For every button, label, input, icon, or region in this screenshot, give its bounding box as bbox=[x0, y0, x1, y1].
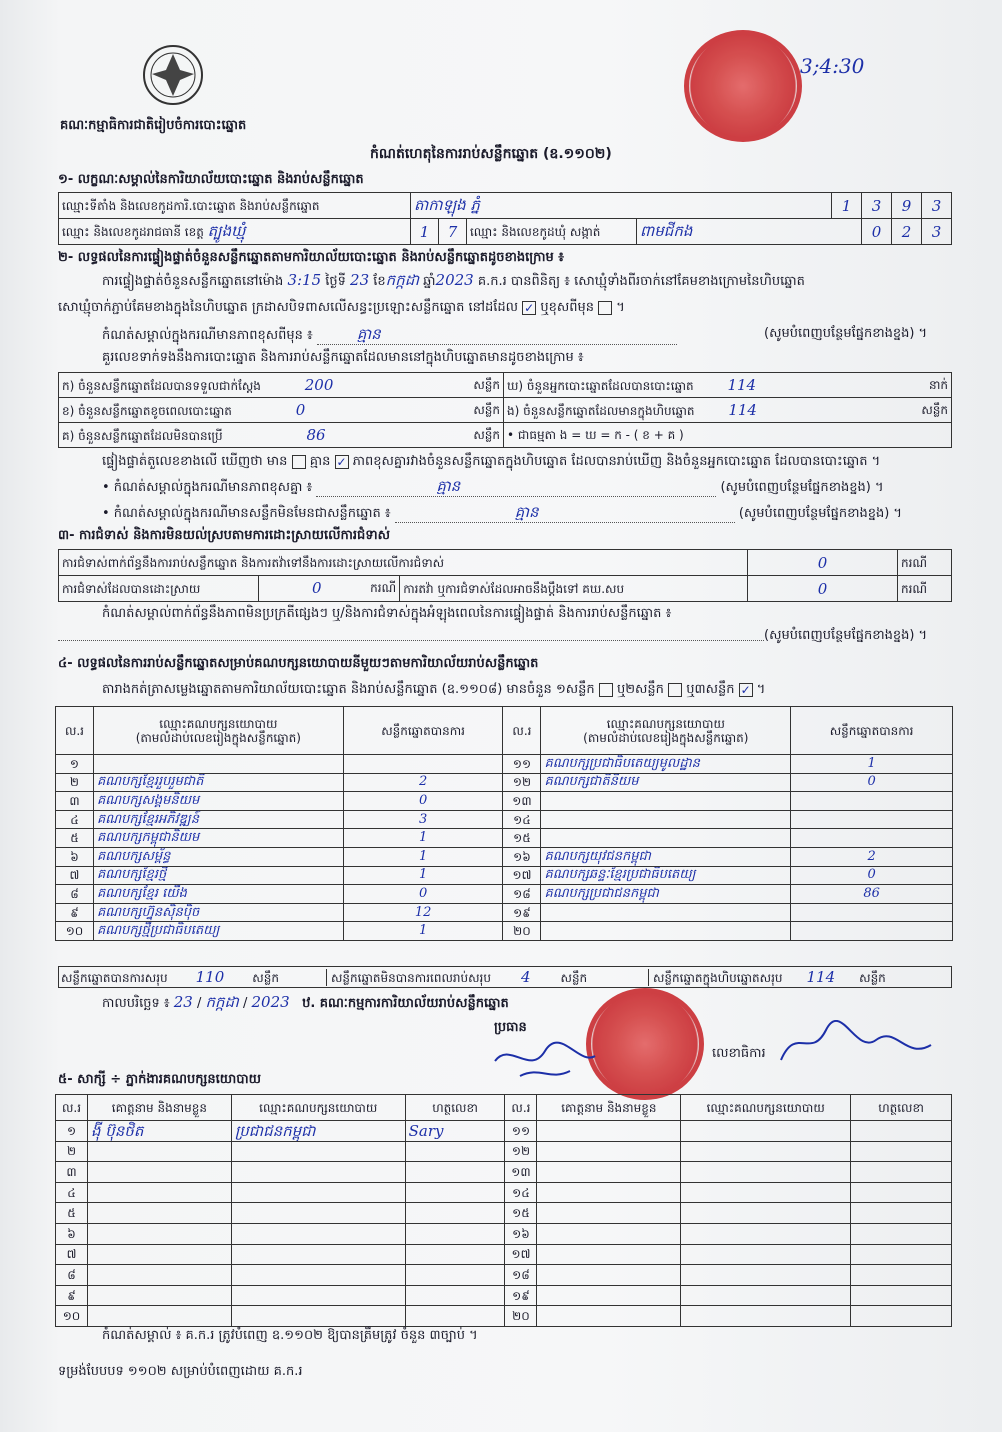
committee-stamp bbox=[586, 988, 704, 1100]
witness-row bbox=[56, 1285, 952, 1306]
copies-note: កំណត់សម្គាល់ ៖ គ.ក.រ ត្រូវបំពេញ ឧ.១១០២ ឱ្យបានត្រឹមត្រូវ ចំនួន ៣ច្បាប់ ។ bbox=[102, 1328, 478, 1343]
party-name: គណបក្សថ្មីប្រជាធិបតេយ្យ bbox=[93, 922, 343, 941]
witness-cell bbox=[87, 1244, 231, 1265]
code-digit: 9 bbox=[892, 193, 922, 219]
witness-cell: ២ bbox=[56, 1141, 88, 1162]
witness-cell bbox=[851, 1285, 952, 1306]
has-diff-checkbox[interactable] bbox=[292, 455, 306, 469]
secretary-signature bbox=[776, 1020, 936, 1080]
code-digit: 1 bbox=[832, 193, 862, 219]
vote-count: 1 bbox=[343, 922, 503, 941]
no-diff-checkbox[interactable]: ✓ bbox=[336, 454, 347, 469]
party-name: គណបក្សខ្មែរអភិវឌ្ឍន៍ bbox=[93, 810, 343, 829]
witness-cell bbox=[231, 1285, 405, 1306]
witness-cell: ១១ bbox=[505, 1121, 537, 1142]
witness-cell bbox=[405, 1285, 505, 1306]
witness-cell bbox=[537, 1203, 681, 1224]
party-name: គណបក្សប្រជាជនកម្ពុជា bbox=[541, 885, 791, 904]
same-checkbox[interactable]: ✓ bbox=[524, 300, 535, 315]
row-number: ១០ bbox=[56, 922, 94, 941]
date-line: កាលបរិច្ឆេទ ៖ 23 / កក្កដា / 2023 ឋ. គណៈកម្មការការិយាល័យរាប់សន្លឹកឆ្នោត bbox=[102, 993, 509, 1011]
witness-cell: ១៦ bbox=[505, 1223, 537, 1244]
secretary-label: លេខាធិការ bbox=[712, 1046, 766, 1061]
diff-note: • កំណត់សម្គាល់ក្នុងករណីមានភាពខុសគ្នា ៖ គ្មាន (សូមបំពេញបន្ថែមផ្នែកខាងខ្នង) ។ bbox=[102, 477, 884, 495]
vote-count bbox=[791, 922, 953, 941]
witness-cell: ៥ bbox=[56, 1203, 88, 1224]
witness-cell bbox=[537, 1285, 681, 1306]
witness-cell bbox=[231, 1141, 405, 1162]
witness-cell bbox=[851, 1121, 952, 1142]
commune-value: ពាមជីកង bbox=[640, 222, 693, 240]
party-name bbox=[93, 755, 343, 774]
party-name: គណបក្សឆន្ទៈខ្មែរប្រជាធិបតេយ្យ bbox=[541, 866, 791, 885]
witness-cell bbox=[87, 1265, 231, 1286]
witness-cell: ១៣ bbox=[505, 1162, 537, 1183]
handwritten-time: 3;4:30 bbox=[800, 54, 865, 78]
witness-cell: ៩ bbox=[56, 1285, 88, 1306]
totals-row: សន្លឹកឆ្នោតបានការសរុប 110 សន្លឹក សន្លឹកឆ្នោតមិនបានការពេលរាប់សរុប 4 សន្លឹក សន្លឹកឆ្នោតក្នុងហិបឆ្នោតសរុប 114 សន្លឹក bbox=[58, 966, 952, 988]
sheet-count: តារាងកត់ត្រាសម្លេងឆ្នោតតាមការិយាល័យបោះឆ្នោត និងរាប់សន្លឹកឆ្នោត (ឧ.១១០៨) មានចំនួន ១សន្លឹក ឬ២សន្លឹក ឬ៣សន្លឹក ✓ ។ bbox=[102, 682, 766, 697]
section3-heading: ៣- ការជំទាស់ និងការមិនយល់ស្របតាមការដោះស្រាយលើការជំទាស់ bbox=[58, 528, 390, 543]
vote-count: 0 bbox=[343, 792, 503, 811]
witness-cell: ៤ bbox=[56, 1182, 88, 1203]
vote-count: 1 bbox=[343, 866, 503, 885]
witness-cell bbox=[681, 1223, 851, 1244]
party-name bbox=[541, 792, 791, 811]
witness-cell bbox=[405, 1203, 505, 1224]
location-table bbox=[58, 192, 952, 245]
row-number: ១៤ bbox=[503, 810, 541, 829]
witness-cell bbox=[405, 1223, 505, 1244]
row-number: ១៦ bbox=[503, 847, 541, 866]
witness-cell bbox=[87, 1162, 231, 1183]
code-digit: 3 bbox=[862, 193, 892, 219]
result-row bbox=[56, 792, 953, 811]
witness-cell bbox=[537, 1121, 681, 1142]
witness-cell bbox=[87, 1182, 231, 1203]
numbers-intro: គួរលេខទាក់ទងនឹងការបោះឆ្នោត និងការរាប់សន្លឹកឆ្នោតដែលមាននៅក្នុងហិបឆ្នោតមានដូចខាងក្រោម ៖ bbox=[102, 350, 584, 365]
section2-heading: ២- លទ្ធផលនៃការផ្ទៀងផ្ទាត់ចំនួនសន្លឹកឆ្នោតតាមការិយាល័យបោះឆ្នោត និងរាប់សន្លឹកឆ្នោតដូចខាងក្រោម ៖ bbox=[58, 250, 564, 265]
commune-label: ឈ្មោះ និងលេខកូដឃុំ សង្កាត់ bbox=[467, 219, 637, 245]
row-number: ១១ bbox=[503, 755, 541, 774]
province-value: ត្បូងឃ្មុំ bbox=[207, 222, 246, 240]
party-name: គណបក្សកម្ពុជានិយម bbox=[93, 829, 343, 848]
seal-check-line: សោឃ្មុំចាក់ភ្ជាប់គែមខាងក្នុងនៃហិបឆ្នោត ក្រដាសបិទពាសលើសន្ធះប្រឡោះសន្លឹកឆ្នោត នៅដដែល ✓ ឬខុសពីមុន ។ bbox=[58, 300, 625, 315]
vote-count: 1 bbox=[343, 829, 503, 848]
witness-cell: ១៥ bbox=[505, 1203, 537, 1224]
party-name: គណបក្សខ្មែររួបរួមជាតិ bbox=[93, 773, 343, 792]
witness-row bbox=[56, 1203, 952, 1224]
vote-count bbox=[791, 792, 953, 811]
row-number: ១៨ bbox=[503, 885, 541, 904]
witness-cell bbox=[681, 1265, 851, 1286]
witness-cell bbox=[231, 1244, 405, 1265]
witness-cell bbox=[87, 1306, 231, 1327]
witness-cell bbox=[87, 1141, 231, 1162]
vote-count: 0 bbox=[791, 773, 953, 792]
witness-cell: ១០ bbox=[56, 1306, 88, 1327]
witness-cell: ៣ bbox=[56, 1162, 88, 1183]
witness-cell bbox=[231, 1306, 405, 1327]
vote-count: 0 bbox=[343, 885, 503, 904]
vote-count bbox=[343, 755, 503, 774]
witness-row bbox=[56, 1121, 952, 1142]
party-name: គណបក្សយុវជនកម្ពុជា bbox=[541, 847, 791, 866]
three-sheet-checkbox[interactable]: ✓ bbox=[740, 682, 751, 697]
witness-cell: ២០ bbox=[505, 1306, 537, 1327]
party-name: គណបក្សហ្វ៊ុនស៊ិនប៉ិច bbox=[93, 903, 343, 922]
witness-cell bbox=[537, 1182, 681, 1203]
witness-cell: ៦ bbox=[56, 1223, 88, 1244]
witness-cell: ១៧ bbox=[505, 1244, 537, 1265]
code-digit: 3 bbox=[922, 193, 952, 219]
section1-heading: ១- លក្ខណៈសម្គាល់នៃការិយាល័យបោះឆ្នោត និងរាប់សន្លឹកឆ្នោត bbox=[58, 172, 364, 187]
location-label: ឈ្មោះទីតាំង និងលេខកូដការិ.បោះឆ្នោត និងរាប់សន្លឹកឆ្នោត bbox=[59, 193, 411, 219]
witness-cell: Sary bbox=[405, 1121, 505, 1142]
president-label: ប្រធាន bbox=[494, 1020, 527, 1035]
commune-code: 3 bbox=[922, 219, 952, 245]
witness-cell bbox=[851, 1141, 952, 1162]
witness-cell bbox=[537, 1306, 681, 1327]
witness-cell bbox=[405, 1182, 505, 1203]
witness-row bbox=[56, 1265, 952, 1286]
witness-table: ល.រ គោត្តនាម និងនាមខ្លួន ឈ្មោះគណបក្សនយោបាយ ហត្ថលេខា ល.រ គោត្តនាម និងនាមខ្លួន ឈ្មោះគណបក្សនយោបាយ ហត្ថលេខា ១ ង៉ី ប៊ុនថិត ប្រជាជនកម្ពុជា Sary ១១ ២ ១២ ៣ ១៣ ៤ ១៤ ៥ ១៥ ៦ ១៦ ៧ ១៧ ៨ ១៨ ៩ ១៩ ១០ ២០ bbox=[55, 1094, 952, 1327]
result-row bbox=[56, 922, 953, 941]
witness-cell bbox=[405, 1306, 505, 1327]
row-number: ៥ bbox=[56, 829, 94, 848]
witness-cell bbox=[851, 1203, 952, 1224]
party-name: គណបក្សសង្គមនិយម bbox=[93, 792, 343, 811]
two-sheet-checkbox[interactable] bbox=[668, 683, 682, 697]
vote-count: 86 bbox=[791, 885, 953, 904]
objection-note: កំណត់សម្គាល់ពាក់ព័ន្ធនឹងភាពមិនប្រក្រតីផ្សេងៗ ឬ/និងការជំទាស់ក្នុងអំឡុងពេលនៃការផ្ទៀងផ្ទាត់ និងការរាប់សន្លឹកឆ្នោត ៖ bbox=[102, 606, 672, 621]
row-number: ៩ bbox=[56, 903, 94, 922]
vote-count: 2 bbox=[791, 847, 953, 866]
party-name: គណបក្សខ្មែរថ្មី bbox=[93, 866, 343, 885]
row-number: ១៣ bbox=[503, 792, 541, 811]
party-name bbox=[541, 922, 791, 941]
different-checkbox[interactable] bbox=[598, 301, 612, 315]
witness-cell bbox=[405, 1162, 505, 1183]
witness-cell bbox=[231, 1162, 405, 1183]
vote-count: 1 bbox=[343, 847, 503, 866]
witness-row bbox=[56, 1141, 952, 1162]
witness-cell: ១ bbox=[56, 1121, 88, 1142]
witness-cell: ១៨ bbox=[505, 1265, 537, 1286]
vote-count bbox=[791, 829, 953, 848]
vote-count bbox=[791, 903, 953, 922]
vote-count: 1 bbox=[791, 755, 953, 774]
row-number: ១២ bbox=[503, 773, 541, 792]
party-name: គណបក្សប្រជាធិបតេយ្យមូលដ្ឋាន bbox=[541, 755, 791, 774]
witness-cell bbox=[231, 1203, 405, 1224]
witness-cell bbox=[231, 1223, 405, 1244]
objection-table: ការជំទាស់ពាក់ព័ន្ធនឹងការរាប់សន្លឹកឆ្នោត និងការតវ៉ាទៅនឹងការដោះស្រាយលើការជំទាស់ 0 ករណី ការជំទាស់ដែលបានដោះស្រាយ 0 ករណី ការតវ៉ា ឬការជំទាស់ដែលអាចនឹងប្តឹងទៅ គឃ.សប 0 ករណី bbox=[58, 549, 952, 602]
row-number: ៨ bbox=[56, 885, 94, 904]
official-stamp bbox=[684, 30, 802, 142]
witness-cell: ប្រជាជនកម្ពុជា bbox=[231, 1121, 405, 1142]
witness-cell bbox=[851, 1223, 952, 1244]
witness-cell: ៧ bbox=[56, 1244, 88, 1265]
witness-cell bbox=[681, 1141, 851, 1162]
row-number: ៦ bbox=[56, 847, 94, 866]
witness-cell bbox=[681, 1244, 851, 1265]
witness-cell bbox=[851, 1162, 952, 1183]
witness-cell bbox=[231, 1182, 405, 1203]
witness-cell: ១៤ bbox=[505, 1182, 537, 1203]
result-row bbox=[56, 755, 953, 774]
witness-cell bbox=[405, 1265, 505, 1286]
vote-count: 12 bbox=[343, 903, 503, 922]
section4-heading: ៤- លទ្ធផលនៃការរាប់សន្លឹកឆ្នោតសម្រាប់គណបក្សនយោបាយនីមួយៗតាមការិយាល័យរាប់សន្លឹកឆ្នោត bbox=[58, 656, 539, 671]
commune-code: 2 bbox=[892, 219, 922, 245]
witness-row bbox=[56, 1306, 952, 1327]
row-number: ១៩ bbox=[503, 903, 541, 922]
province-code: 7 bbox=[439, 219, 467, 245]
result-row bbox=[56, 885, 953, 904]
witness-row bbox=[56, 1223, 952, 1244]
verification-line: ការផ្ទៀងផ្ទាត់ចំនួនសន្លឹកឆ្នោតនៅម៉ោង 3:15 ថ្ងៃទី 23 ខែកក្កដា ឆ្នាំ2023 គ.ក.រ បានពិនិត្យ ៖ សោឃ្មុំទាំងពីរចាក់នៅគែមខាងក្រោមនៃហិបឆ្នោត bbox=[102, 271, 805, 289]
row-number: ១៥ bbox=[503, 829, 541, 848]
witness-cell bbox=[87, 1203, 231, 1224]
party-name: គណបក្សសម្ព័ន្ធ bbox=[93, 847, 343, 866]
difference-note: កំណត់សម្គាល់ក្នុងករណីមានភាពខុសពីមុន ៖ គ្មាន bbox=[102, 326, 677, 345]
location-value: តាកាឡុង ភ្នំ bbox=[414, 196, 480, 214]
result-row bbox=[56, 847, 953, 866]
witness-row bbox=[56, 1182, 952, 1203]
vote-count: 0 bbox=[791, 866, 953, 885]
one-sheet-checkbox[interactable] bbox=[599, 683, 613, 697]
difference-check: ផ្ទៀងផ្ទាត់តួលេខខាងលើ ឃើញថា មាន គ្មាន ✓ ភាពខុសគ្នារវាងចំនួនសន្លឹកឆ្នោតក្នុងហិបឆ្នោត ដែលបានរាប់ឃើញ និងចំនួនអ្នកបោះឆ្នោត ដែលបានបោះឆ្នោត ។ bbox=[102, 454, 881, 469]
row-number: ២០ bbox=[503, 922, 541, 941]
vote-count: 2 bbox=[343, 773, 503, 792]
witness-cell bbox=[87, 1223, 231, 1244]
party-name: គណបក្សជាតិនិយម bbox=[541, 773, 791, 792]
president-signature bbox=[490, 1036, 600, 1086]
witness-cell: ៨ bbox=[56, 1265, 88, 1286]
non-ballot-note: • កំណត់សម្គាល់ក្នុងករណីមានសន្លឹកមិនមែនជាសន្លឹកឆ្នោត ៖ គ្មាន (សូមបំពេញបន្ថែមផ្នែកខាងខ្នង) ។ bbox=[102, 503, 902, 521]
witness-row bbox=[56, 1244, 952, 1265]
witness-cell bbox=[537, 1162, 681, 1183]
witness-cell bbox=[537, 1141, 681, 1162]
witness-cell bbox=[681, 1162, 851, 1183]
witness-cell bbox=[231, 1265, 405, 1286]
witness-cell bbox=[681, 1203, 851, 1224]
result-row bbox=[56, 866, 953, 885]
witness-cell bbox=[681, 1182, 851, 1203]
vote-count: 3 bbox=[343, 810, 503, 829]
witness-cell bbox=[851, 1244, 952, 1265]
witness-cell bbox=[405, 1244, 505, 1265]
witness-cell bbox=[537, 1223, 681, 1244]
witness-cell: ១២ bbox=[505, 1141, 537, 1162]
fill-hint: (សូមបំពេញបន្ថែមផ្នែកខាងខ្នង) ។ bbox=[764, 326, 928, 341]
fill-hint: (សូមបំពេញបន្ថែមផ្នែកខាងខ្នង) ។ bbox=[764, 628, 928, 643]
row-number: ១ bbox=[56, 755, 94, 774]
row-number: ១៧ bbox=[503, 866, 541, 885]
witness-cell bbox=[537, 1244, 681, 1265]
party-name bbox=[541, 829, 791, 848]
party-name bbox=[541, 903, 791, 922]
witness-cell bbox=[851, 1306, 952, 1327]
form-footer: ទម្រង់បែបបទ ១១០២ សម្រាប់បំពេញដោយ គ.ក.រ bbox=[58, 1364, 303, 1379]
vote-count bbox=[791, 810, 953, 829]
witness-cell: ១៩ bbox=[505, 1285, 537, 1306]
witness-row bbox=[56, 1162, 952, 1183]
witness-cell bbox=[537, 1265, 681, 1286]
row-number: ៣ bbox=[56, 792, 94, 811]
row-number: ៤ bbox=[56, 810, 94, 829]
result-row bbox=[56, 903, 953, 922]
section5-heading: ៥- សាក្សី ÷ ភ្នាក់ងារគណបក្សនយោបាយ bbox=[58, 1072, 261, 1087]
dotted-line bbox=[58, 640, 764, 641]
ballot-count-table: ក) ចំនួនសន្លឹកឆ្នោតដែលបានទទួលជាក់ស្តែង 200 សន្លឹក ឃ) ចំនួនអ្នកបោះឆ្នោតដែលបានបោះឆ្នោត 114 នាក់ ខ) ចំនួនសន្លឹកឆ្នោតខូចពេលបោះឆ្នោត 0 សន្លឹក ង) ចំនួនសន្លឹកឆ្នោតដែលមានក្នុងហិបឆ្នោត 114 សន្លឹក គ) ចំនួនសន្លឹកឆ្នោតដែលមិនបានប្រើ 86 សន្លឹក • ជាធម្មតា ង = ឃ = ក - ( ខ + គ ) bbox=[58, 372, 952, 448]
commune-code: 0 bbox=[862, 219, 892, 245]
row-number: ៧ bbox=[56, 866, 94, 885]
witness-cell: ង៉ី ប៊ុនថិត bbox=[87, 1121, 231, 1142]
row-number: ២ bbox=[56, 773, 94, 792]
committee-name: គណៈកម្មាធិការជាតិរៀបចំការបោះឆ្នោត bbox=[60, 118, 247, 133]
province-label: ឈ្មោះ និងលេខកូដរាជធានី ខេត្ត bbox=[62, 225, 204, 239]
party-name: គណបក្សខ្មែរ យើង bbox=[93, 885, 343, 904]
witness-cell bbox=[851, 1182, 952, 1203]
witness-cell bbox=[681, 1285, 851, 1306]
witness-cell bbox=[851, 1265, 952, 1286]
party-name bbox=[541, 810, 791, 829]
results-table: ល.រ ឈ្មោះគណបក្សនយោបាយ (តាមលំដាប់លេខរៀងក្នុងសន្លឹកឆ្នោត) សន្លឹកឆ្នោតបានការ ល.រ ឈ្មោះគណបក្សនយោបាយ (តាមលំដាប់លេខរៀងក្នុងសន្លឹកឆ្នោត) សន្លឹកឆ្នោតបានការ ១ ១១ គណបក្សប្រជាធិបតេយ្យមូលដ្ឋាន 1 ២ គណបក្សខ្មែររួបរួមជាតិ 2 ១២ គណបក្សជាតិនិយម 0 ៣ គណបក្សសង្គមនិយម 0 ១៣ ៤ គណបក្សខ្មែរអភិវឌ្ឍន៍ 3 ១៤ ៥ គណបក្សកម្ពុជានិយម 1 ១៥ ៦ គណបក្សសម្ព័ន្ធ 1 ១៦ គណបក្សយុវជនកម្ពុជា 2 ៧ គណបក្សខ្មែរថ្មី 1 ១៧ គណបក្សឆន្ទៈខ្មែរប្រជាធិបតេយ្យ 0 ៨ គណបក្សខ្មែរ យើង 0 ១៨ គណបក្សប្រជាជនកម្ពុជា 86 ៩ គណបក្សហ្វ៊ុនស៊ិនប៉ិច 12 ១៩ ១០ គណបក្សថ្មីប្រជាធិបតេយ្យ 1 ២០ bbox=[55, 706, 953, 941]
formula: • ជាធម្មតា ង = ឃ = ក - ( ខ + គ ) bbox=[504, 423, 952, 448]
witness-cell bbox=[87, 1285, 231, 1306]
emblem-logo bbox=[142, 44, 204, 106]
result-row bbox=[56, 810, 953, 829]
witness-cell bbox=[681, 1306, 851, 1327]
form-title: កំណត់ហេតុនៃការរាប់សន្លឹកឆ្នោត (ឧ.១១០២) bbox=[370, 146, 612, 162]
witness-cell bbox=[681, 1121, 851, 1142]
witness-cell bbox=[405, 1141, 505, 1162]
result-row bbox=[56, 773, 953, 792]
province-code: 1 bbox=[411, 219, 439, 245]
result-row bbox=[56, 829, 953, 848]
